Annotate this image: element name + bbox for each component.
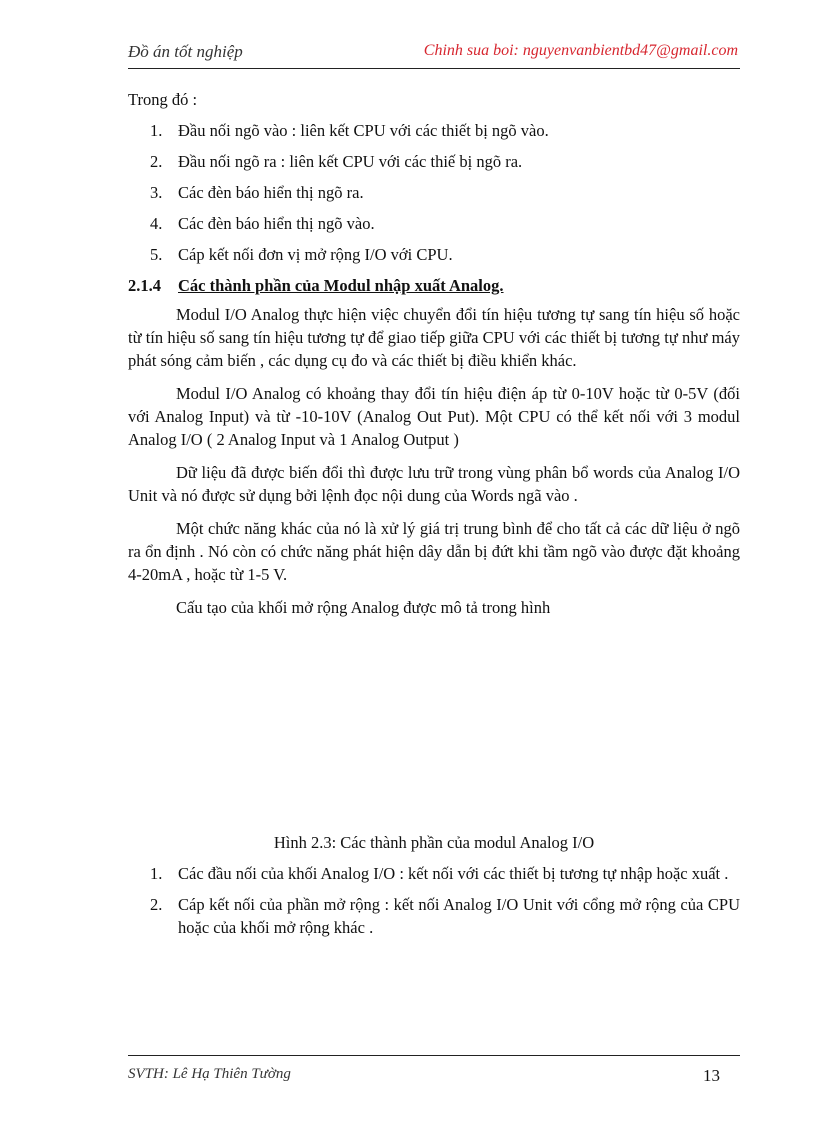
figure-legend-list	[128, 862, 740, 939]
footer-author: SVTH: Lê Hạ Thiên Tường	[128, 1066, 291, 1082]
paragraph: Modul I/O Analog có khoảng thay đổi tín hiệu điện áp từ 0-10V hoặc từ 0-5V (đối với Analog Input) và từ -10-10V (Analog Out Put). Một CPU có thể kết nối với 3 modul Analog I/O ( 2 Analog Input và 1 Analog Output )	[128, 384, 740, 449]
header-title: Đồ án tốt nghiệp	[128, 42, 243, 61]
intro-text: Trong đó :	[128, 90, 198, 109]
component-list	[128, 119, 740, 266]
page-content	[128, 88, 740, 947]
list-item: 2. Đầu nối ngõ ra : liên kết CPU với các thiế bị ngõ ra.	[150, 152, 523, 171]
page-footer	[128, 1055, 740, 1086]
list-item: 1. Đầu nối ngõ vào : liên kết CPU với các thiết bị ngõ vào.	[150, 121, 549, 140]
paragraph: Cấu tạo của khối mở rộng Analog được mô tả trong hình	[176, 598, 551, 617]
header-editor-note: Chinh sua boi: nguyenvanbientbd47@gmail.com	[423, 42, 738, 59]
paragraph: Dữ liệu đã được biến đổi thì được lưu trữ trong vùng phân bổ words của Analog I/O Unit và nó được sử dụng bởi lệnh đọc nội dung của Words ngã vào .	[128, 463, 740, 505]
list-item: 3. Các đèn báo hiển thị ngõ ra.	[150, 183, 364, 202]
figure-placeholder	[128, 629, 740, 831]
page-number: 13	[703, 1066, 720, 1085]
page-header	[128, 38, 740, 69]
paragraph: Modul I/O Analog thực hiện việc chuyển đổi tín hiệu tương tự sang tín hiệu số hoặc từ tín hiệu số sang tín hiệu tương tự để giao tiếp giữa CPU với các thiết bị tương tự như máy phát sóng cảm biến , các dụng cụ đo và các thiết bị điều khiển khác.	[128, 305, 740, 370]
figure-caption: Hình 2.3: Các thành phần của modul Analog I/O	[273, 833, 595, 852]
list-item: 4. Các đèn báo hiển thị ngõ vào.	[150, 214, 375, 233]
section-heading	[128, 274, 740, 297]
list-item: 5. Cáp kết nối đơn vị mở rộng I/O với CPU.	[150, 245, 453, 264]
list-item: 2. Cáp kết nối của phần mở rộng : kết nối Analog I/O Unit với cổng mở rộng của CPU hoặc của khối mở rộng khác .	[150, 895, 740, 937]
list-item: 1. Các đầu nối của khối Analog I/O : kết nối với các thiết bị tương tự nhập hoặc xuất .	[150, 864, 729, 883]
section-title: Các thành phần của Modul nhập xuất Analog.	[178, 276, 504, 295]
section-number: 2.1.4	[128, 276, 161, 295]
paragraph: Một chức năng khác của nó là xử lý giá trị trung bình để cho tất cả các dữ liệu ở ngõ ra ổn định . Nó còn có chức năng phát hiện dây dẫn bị đứt khi tầm ngõ vào được đặt khoảng 4-20mA , hoặc từ 1-5 V.	[128, 519, 740, 584]
